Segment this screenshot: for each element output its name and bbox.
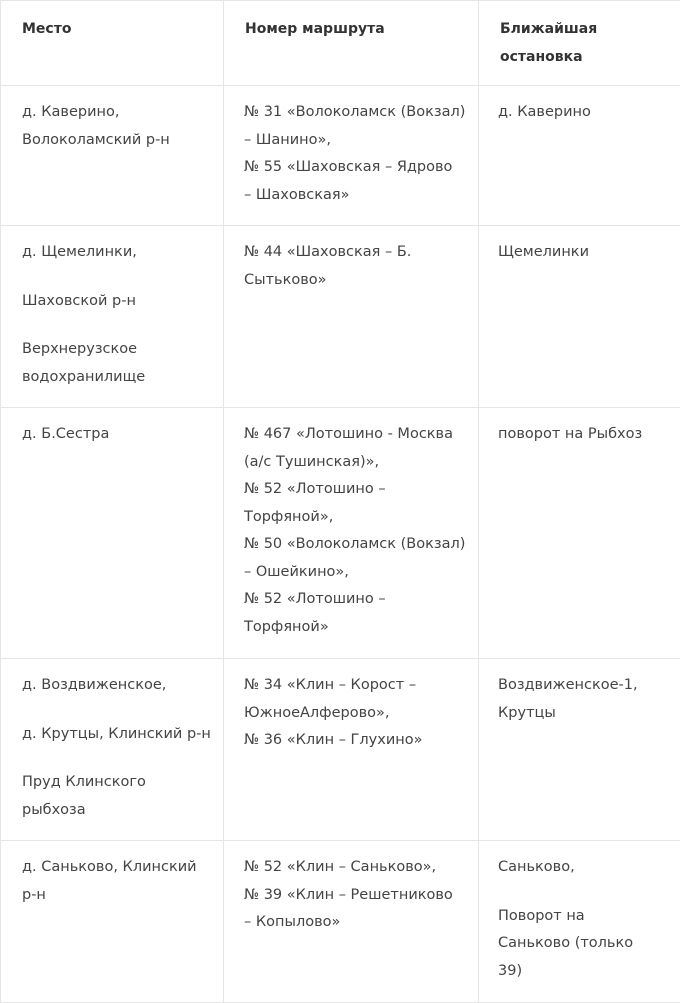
table-header-row bbox=[1, 1, 680, 86]
route-cell bbox=[224, 226, 479, 408]
stop-cell bbox=[479, 408, 680, 659]
cell-line: д. Б.Сестра bbox=[22, 421, 211, 449]
cell-line: № 34 «Клин – Корост – bbox=[244, 672, 466, 700]
table-row bbox=[1, 408, 680, 659]
stop-cell bbox=[479, 841, 680, 1003]
line-gap bbox=[22, 748, 211, 769]
header-place bbox=[1, 1, 224, 86]
cell-line: Торфяной» bbox=[244, 614, 466, 642]
stop-cell bbox=[479, 226, 680, 408]
cell-line: Сытьково» bbox=[244, 267, 466, 295]
cell-line: водохранилище bbox=[22, 364, 211, 392]
cell-line: Шаховской р-н bbox=[22, 288, 211, 316]
place-cell bbox=[1, 86, 224, 226]
table-body bbox=[1, 86, 680, 1003]
table-row bbox=[1, 226, 680, 408]
table-row bbox=[1, 86, 680, 226]
line-gap bbox=[22, 700, 211, 721]
cell-line: Поворот на bbox=[498, 903, 668, 931]
cell-line: № 31 «Волоколамск (Вокзал) bbox=[244, 99, 466, 127]
place-cell bbox=[1, 659, 224, 841]
cell-line: № 52 «Лотошино – bbox=[244, 476, 466, 504]
cell-line: № 467 «Лотошино - Москва bbox=[244, 421, 466, 449]
cell-line: Верхнерузское bbox=[22, 336, 211, 364]
cell-line: поворот на Рыбхоз bbox=[498, 421, 668, 449]
route-cell bbox=[224, 408, 479, 659]
cell-line: – Копылово» bbox=[244, 909, 466, 937]
header-stop bbox=[479, 1, 680, 86]
line-gap bbox=[498, 882, 668, 903]
cell-line: № 52 «Клин – Саньково», bbox=[244, 854, 466, 882]
line-gap bbox=[22, 315, 211, 336]
route-cell bbox=[224, 841, 479, 1003]
cell-line: д. Каверино, bbox=[22, 99, 211, 127]
cell-line: № 55 «Шаховская – Ядрово bbox=[244, 154, 466, 182]
place-cell bbox=[1, 408, 224, 659]
cell-line: (а/с Тушинская)», bbox=[244, 449, 466, 477]
cell-line: № 39 «Клин – Решетниково bbox=[244, 882, 466, 910]
cell-line: Воздвиженское-1, bbox=[498, 672, 668, 700]
cell-line: № 52 «Лотошино – bbox=[244, 586, 466, 614]
header-route bbox=[224, 1, 479, 86]
cell-line: Волоколамский р-н bbox=[22, 127, 211, 155]
cell-line: Щемелинки bbox=[498, 239, 668, 267]
route-cell bbox=[224, 659, 479, 841]
stop-cell bbox=[479, 659, 680, 841]
cell-line: № 36 «Клин – Глухино» bbox=[244, 727, 466, 755]
cell-line: – Шанино», bbox=[244, 127, 466, 155]
cell-line: Саньково, bbox=[498, 854, 668, 882]
place-cell bbox=[1, 226, 224, 408]
line-gap bbox=[22, 267, 211, 288]
cell-line: д. Крутцы, Клинский р-н bbox=[22, 721, 211, 749]
cell-line: – Ошейкино», bbox=[244, 559, 466, 587]
table-row bbox=[1, 659, 680, 841]
cell-line: Саньково (только bbox=[498, 930, 668, 958]
cell-line: р-н bbox=[22, 882, 211, 910]
cell-line: 39) bbox=[498, 958, 668, 986]
cell-line: ЮжноеАлферово», bbox=[244, 700, 466, 728]
cell-line: д. Каверино bbox=[498, 99, 668, 127]
header-stop-label: Ближайшая остановка bbox=[500, 21, 597, 65]
cell-line: Пруд Клинского bbox=[22, 769, 211, 797]
place-cell bbox=[1, 841, 224, 1003]
stop-cell bbox=[479, 86, 680, 226]
table-row bbox=[1, 841, 680, 1003]
cell-line: № 44 «Шаховская – Б. bbox=[244, 239, 466, 267]
route-cell bbox=[224, 86, 479, 226]
cell-line: д. Щемелинки, bbox=[22, 239, 211, 267]
cell-line: Торфяной», bbox=[244, 504, 466, 532]
cell-line: Крутцы bbox=[498, 700, 668, 728]
cell-line: д. Саньково, Клинский bbox=[22, 854, 211, 882]
header-place-label: Место bbox=[22, 21, 71, 37]
cell-line: – Шаховская» bbox=[244, 182, 466, 210]
cell-line: д. Воздвиженское, bbox=[22, 672, 211, 700]
header-route-label: Номер маршрута bbox=[245, 21, 385, 37]
cell-line: № 50 «Волоколамск (Вокзал) bbox=[244, 531, 466, 559]
cell-line: рыбхоза bbox=[22, 797, 211, 825]
